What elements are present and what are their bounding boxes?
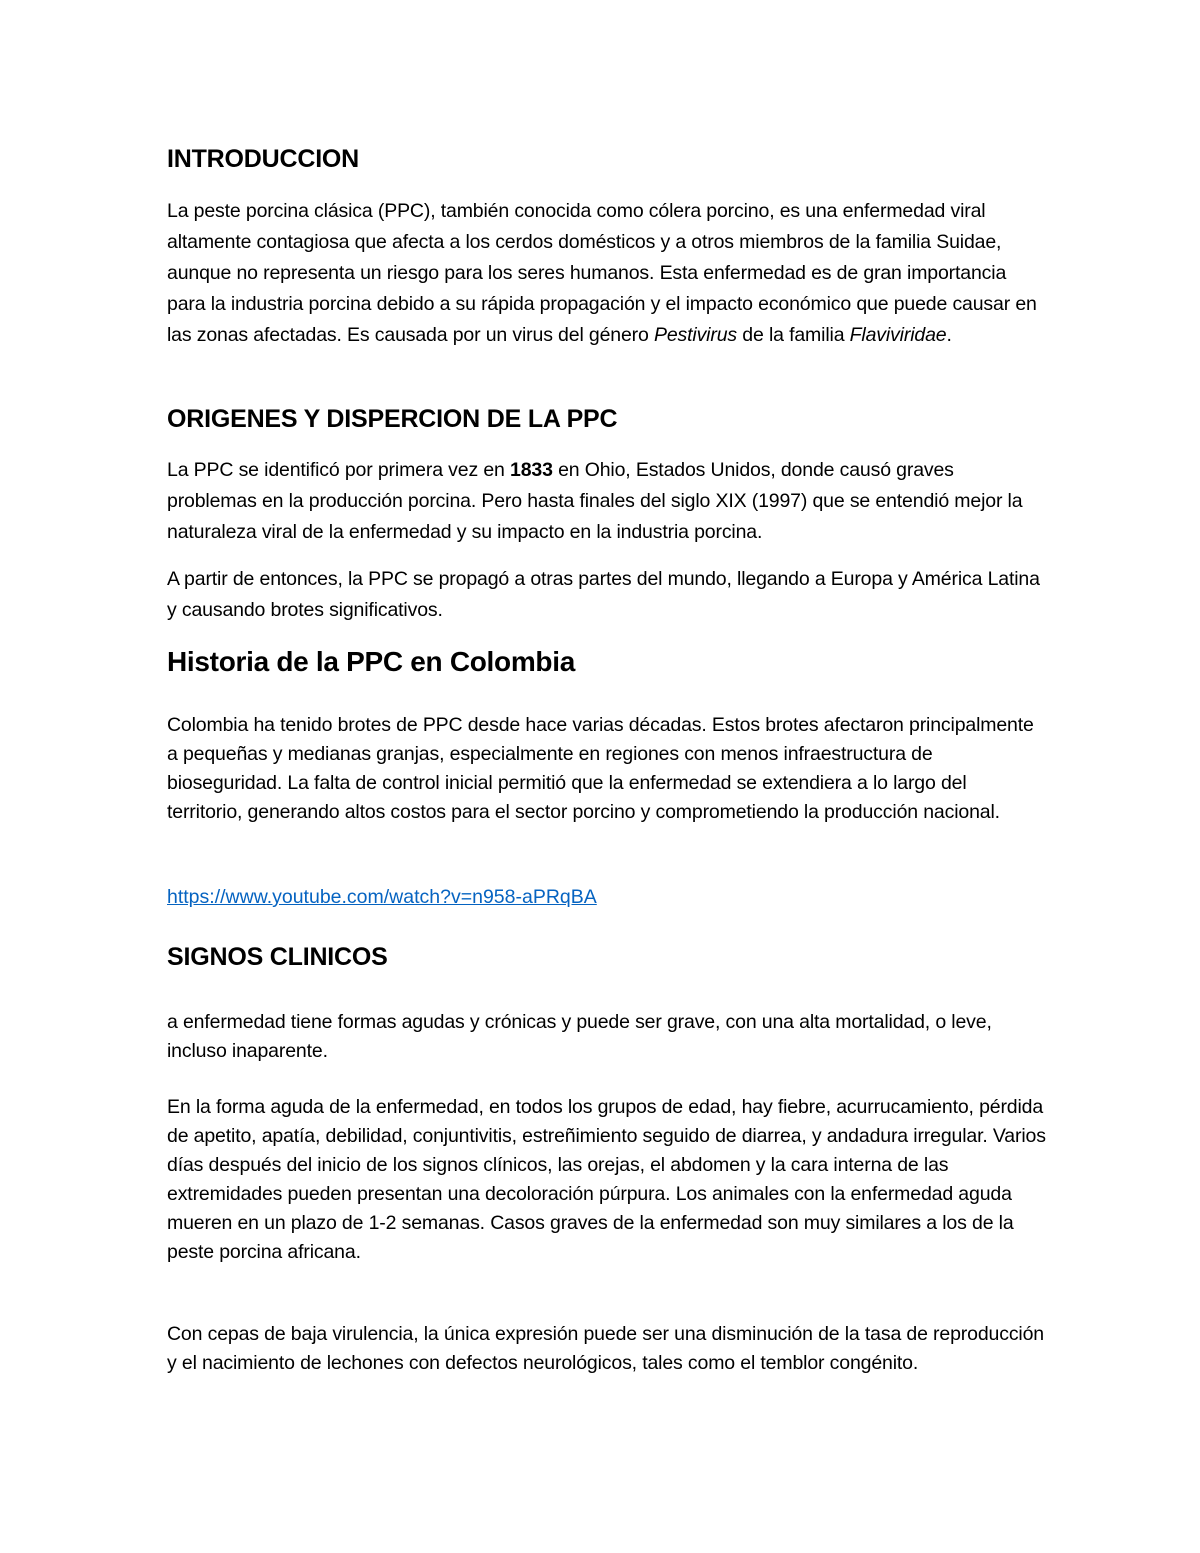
intro-text-part2: de la familia (737, 324, 850, 346)
colombia-section (167, 645, 1047, 679)
intro-heading: INTRODUCCION (167, 145, 360, 173)
signs-paragraph-3 (167, 1320, 1047, 1378)
colombia-heading: Historia de la PPC en Colombia (167, 646, 575, 677)
intro-section (167, 143, 1047, 175)
origins-text-part2: en Ohio, Estados Unidos, donde causó graves problemas en la producción porcina. Pero hasta finales del siglo XIX (1997) que se entendió mejor la naturaleza viral de la enfermedad y su impacto en la industria porcina. (167, 459, 1023, 543)
origins-paragraph-1 (167, 455, 1047, 548)
signs-paragraph-2-text: En la forma aguda de la enfermedad, en todos los grupos de edad, hay fiebre, acurrucamiento, pérdida de apetito, apatía, debilidad, conjuntivitis, estreñimiento seguido de diarrea, y andadura irregular. Varios días después del inicio de los signos clínicos, las orejas, el abdomen y la cara interna de las extremidades pueden presentan una decoloración púrpura. Los animales con la enfermedad aguda mueren en un plazo de 1-2 semanas. Casos graves de la enfermedad son muy similares a los de la peste porcina africana. (167, 1096, 1046, 1263)
signs-heading: SIGNOS CLINICOS (167, 943, 388, 971)
signs-paragraph-3-text: Con cepas de baja virulencia, la única expresión puede ser una disminución de la tasa de reproducción y el nacimiento de lechones con defectos neurológicos, tales como el temblor congénito. (167, 1323, 1044, 1374)
origins-text-part1: La PPC se identificó por primera vez en (167, 459, 511, 481)
video-link-container (167, 883, 1047, 911)
intro-text-part1: La peste porcina clásica (PPC), también conocida como cólera porcino, es una enfermedad viral altamente contagiosa que afecta a los cerdos domésticos y a otros miembros de la familia Suidae, aunque no representa un riesgo para los seres humanos. Esta enfermedad es de gran importancia para la industria porcina debido a su rápida propagación y el impacto económico que puede causar en las zonas afectadas. Es causada por un virus del género (167, 200, 1037, 346)
intro-genus-italic: Pestivirus (653, 324, 738, 346)
origins-paragraph-2-text: A partir de entonces, la PPC se propagó a otras partes del mundo, llegando a Europa y América Latina y causando brotes significativos. (167, 568, 1040, 621)
signs-paragraph-2 (167, 1093, 1047, 1267)
origins-section (167, 403, 1047, 435)
youtube-link[interactable]: https://www.youtube.com/watch?v=n958-aPRqBA (167, 886, 597, 908)
signs-paragraph-1 (167, 1008, 1047, 1066)
colombia-paragraph (167, 711, 1047, 827)
origins-paragraph-2 (167, 564, 1047, 626)
intro-family-italic: Flaviviridae (849, 324, 947, 346)
origins-heading: ORIGENES Y DISPERCION DE LA PPC (167, 405, 618, 433)
colombia-paragraph-text: Colombia ha tenido brotes de PPC desde hace varias décadas. Estos brotes afectaron principalmente a pequeñas y medianas granjas, especialmente en regiones con menos infraestructura de bioseguridad. La falta de control inicial permitió que la enfermedad se extendiera a lo largo del territorio, generando altos costos para el sector porcino y comprometiendo la producción nacional. (167, 714, 1034, 823)
signs-section (167, 941, 1047, 973)
signs-paragraph-1-text: a enfermedad tiene formas agudas y crónicas y puede ser grave, con una alta mortalidad, o leve, incluso inaparente. (167, 1011, 992, 1062)
intro-text-part3: . (946, 324, 952, 346)
origins-year-bold: 1833 (510, 459, 553, 481)
intro-paragraph (167, 196, 1047, 351)
